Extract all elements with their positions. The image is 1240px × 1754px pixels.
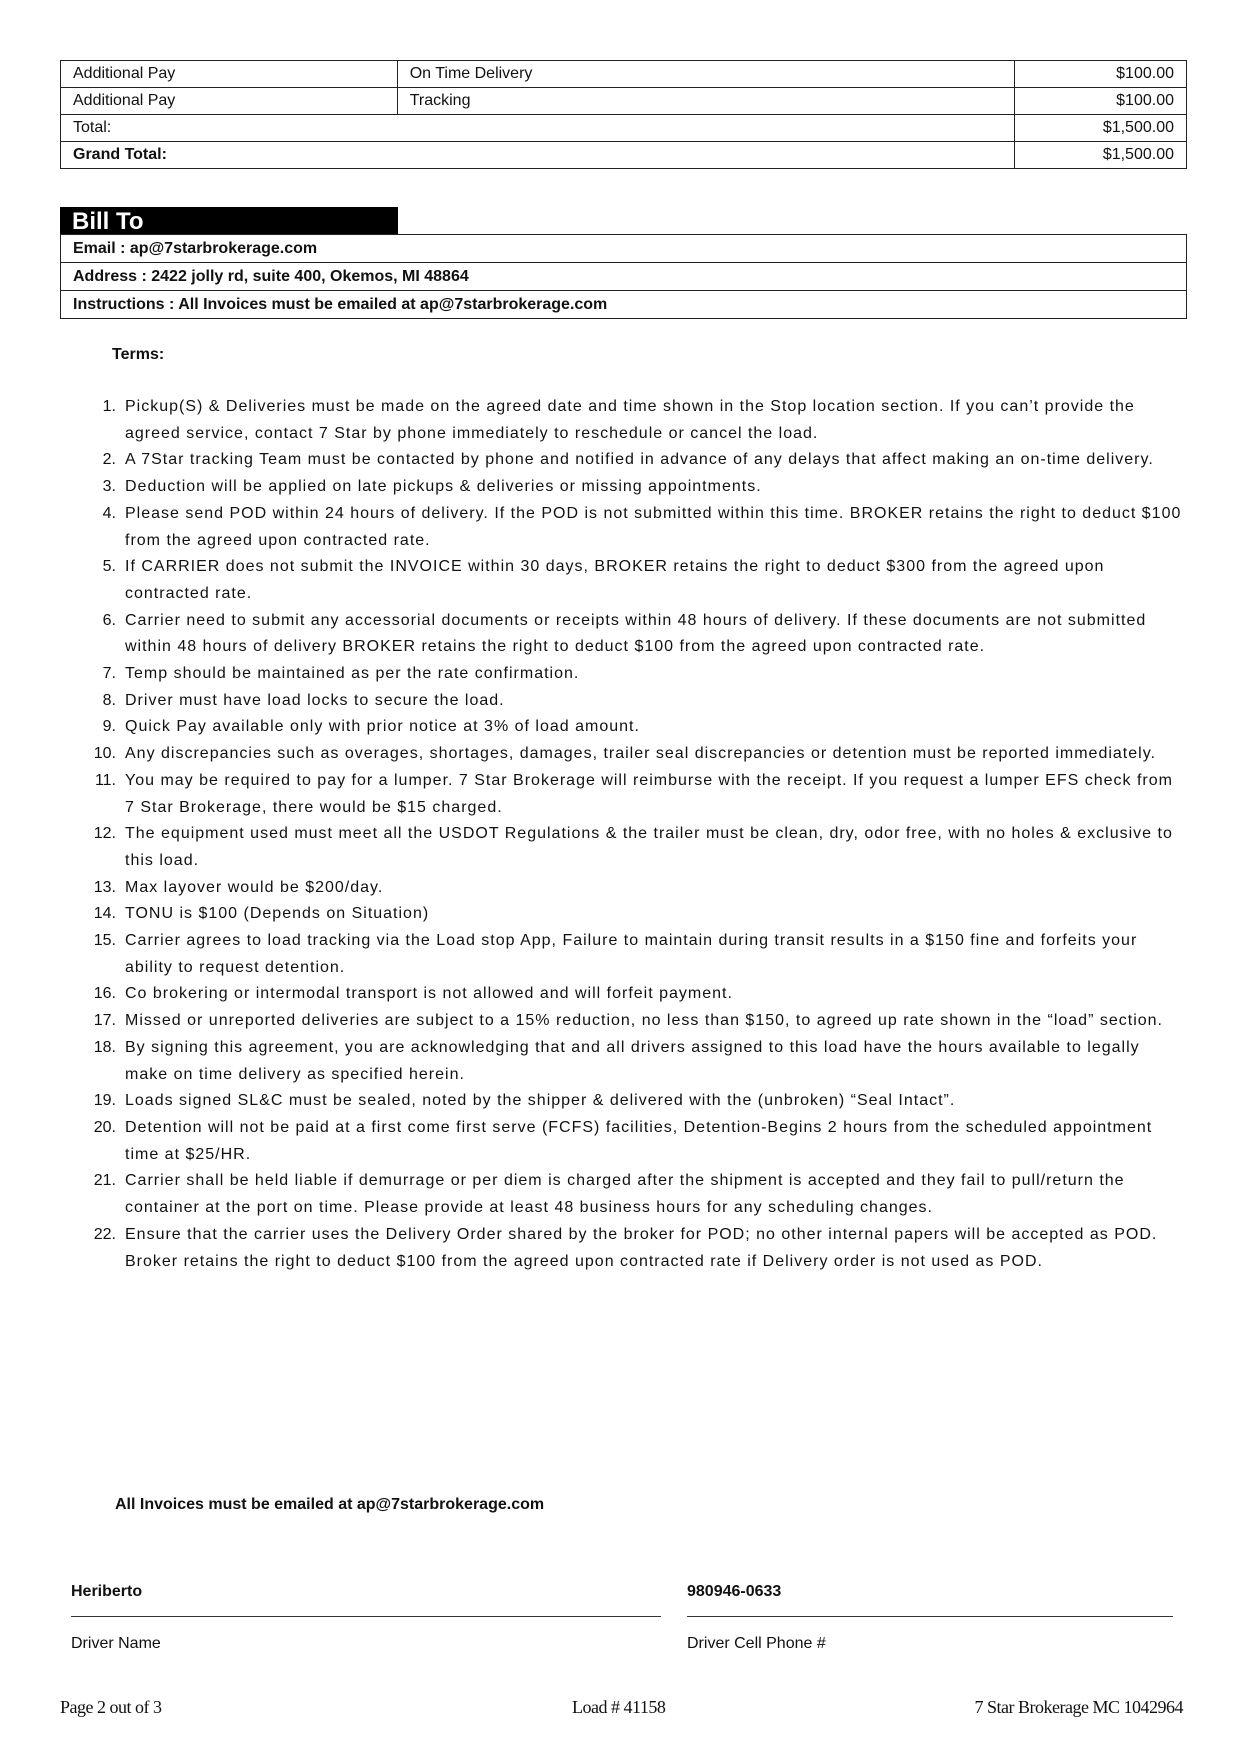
term-number: 1. bbox=[102, 398, 116, 415]
term-text: You may be required to pay for a lumper. 7 Star Brokerage will reimburse with the receipt. If you request a lumper EFS check from 7 Star Brokerage, there would be $15 charged. bbox=[125, 771, 1173, 816]
total-label: Total: bbox=[61, 115, 1015, 142]
pay-description: On Time Delivery bbox=[397, 61, 1014, 88]
bill-to-instructions: Instructions : All Invoices must be emailed at ap@7starbrokerage.com bbox=[73, 296, 608, 313]
term-number: 11. bbox=[94, 771, 116, 789]
driver-phone-label: Driver Cell Phone # bbox=[687, 1635, 826, 1652]
term-item bbox=[82, 768, 1182, 821]
term-item bbox=[82, 741, 1182, 768]
term-text: By signing this agreement, you are acknowledging that and all drivers assigned to this load have the hours available to legally make on time delivery as specified herein. bbox=[125, 1038, 1140, 1083]
term-number: 3. bbox=[102, 478, 116, 496]
term-number: 17. bbox=[93, 1012, 116, 1030]
pay-description: Tracking bbox=[397, 88, 1014, 115]
driver-name-value: Heriberto bbox=[71, 1583, 143, 1600]
term-item bbox=[82, 661, 1182, 688]
page-number: Page 2 out of 3 bbox=[60, 1697, 162, 1717]
term-item bbox=[82, 501, 1182, 554]
term-text: Any discrepancies such as overages, shortages, damages, trailer seal discrepancies or detention must be reported immediately. bbox=[125, 745, 1156, 763]
term-number: 9. bbox=[102, 718, 116, 736]
term-text: Co brokering or intermodal transport is not allowed and will forfeit payment. bbox=[125, 985, 733, 1003]
term-number: 12. bbox=[93, 825, 116, 843]
term-item bbox=[82, 1115, 1182, 1168]
term-number: 13. bbox=[93, 878, 116, 896]
term-text: If CARRIER does not submit the INVOICE within 30 days, BROKER retains the right to deduct $300 from the agreed upon contracted rate. bbox=[125, 558, 1105, 602]
term-text: Driver must have load locks to secure the load. bbox=[125, 691, 505, 709]
term-text: TONU is $100 (Depends on Situation) bbox=[125, 905, 430, 923]
term-item bbox=[82, 554, 1182, 607]
driver-phone-value: 980946-0633 bbox=[687, 1583, 782, 1600]
table-row bbox=[61, 88, 1187, 115]
term-item bbox=[82, 447, 1182, 474]
term-number: 19. bbox=[93, 1092, 116, 1110]
bill-to-email: Email : ap@7starbrokerage.com bbox=[61, 235, 1186, 263]
company-mc: 7 Star Brokerage MC 1042964 bbox=[974, 1697, 1183, 1717]
term-item bbox=[82, 1035, 1182, 1088]
grand-total-label: Grand Total: bbox=[61, 142, 1015, 169]
grand-total-row bbox=[61, 142, 1187, 169]
term-text: Carrier shall be held liable if demurrage or per diem is charged after the shipment is accepted and they fail to pull/return the container at the port on time. Please provide at least 48 business hours for any scheduling changes. bbox=[125, 1172, 1125, 1217]
term-number: 21. bbox=[93, 1172, 116, 1190]
terms-label: Terms: bbox=[112, 346, 165, 363]
pay-amount: $100.00 bbox=[1015, 88, 1187, 115]
term-text: A 7Star tracking Team must be contacted by phone and notified in advance of any delays that affect making an on-time delivery. bbox=[125, 451, 1154, 469]
term-number: 7. bbox=[102, 665, 116, 683]
bill-to-box bbox=[60, 234, 1187, 319]
term-item bbox=[82, 901, 1182, 928]
term-item bbox=[82, 474, 1182, 501]
total-row bbox=[61, 115, 1187, 142]
term-text: Detention will not be paid at a first come first serve (FCFS) facilities, Detention-Begins 2 hours from the scheduled appointment time at $25/HR. bbox=[125, 1118, 1153, 1163]
invoice-note: All Invoices must be emailed at ap@7starbrokerage.com bbox=[115, 1496, 545, 1513]
term-number: 22. bbox=[93, 1225, 116, 1243]
term-text: The equipment used must meet all the USDOT Regulations & the trailer must be clean, dry, odor free, with no holes & exclusive to this load. bbox=[125, 825, 1173, 869]
load-number: Load # 41158 bbox=[572, 1697, 666, 1717]
total-amount: $1,500.00 bbox=[1015, 115, 1187, 142]
term-number: 8. bbox=[102, 691, 116, 709]
term-number: 15. bbox=[93, 932, 116, 950]
term-text: Pickup(S) & Deliveries must be made on the agreed date and time shown in the Stop location section. If you can’t provide the agreed service, contact 7 Star by phone immediately to reschedule or cancel the load. bbox=[125, 398, 1135, 442]
driver-name-label: Driver Name bbox=[71, 1635, 161, 1652]
term-item bbox=[82, 928, 1182, 981]
term-text: Max layover would be $200/day. bbox=[125, 878, 384, 896]
term-text: Carrier agrees to load tracking via the Load stop App, Failure to maintain during transit results in a $150 fine and forfeits your ability to request detention. bbox=[125, 932, 1138, 976]
term-text: Missed or unreported deliveries are subject to a 15% reduction, no less than $150, to agreed up rate shown in the “load” section. bbox=[125, 1012, 1163, 1030]
term-text: Ensure that the carrier uses the Delivery Order shared by the broker for POD; no other internal papers will be accepted as POD. Broker retains the right to deduct $100 from the agreed upon contracted rate if Delivery order is not used as POD. bbox=[125, 1225, 1158, 1270]
bill-to-heading: Bill To bbox=[60, 207, 398, 235]
grand-total-amount: $1,500.00 bbox=[1015, 142, 1187, 169]
bill-to-address: Address : 2422 jolly rd, suite 400, Okemos, MI 48864 bbox=[61, 263, 1186, 291]
pay-table bbox=[60, 60, 1187, 169]
term-text: Temp should be maintained as per the rate confirmation. bbox=[125, 665, 580, 683]
driver-phone-line bbox=[687, 1616, 1173, 1617]
term-item bbox=[82, 608, 1182, 661]
term-text: Quick Pay available only with prior notice at 3% of load amount. bbox=[125, 718, 640, 736]
term-text: Carrier need to submit any accessorial documents or receipts within 48 hours of delivery. If these documents are not submitted within 48 hours of delivery BROKER retains the right to deduct $100 from the agreed upon contracted rate. bbox=[125, 611, 1147, 656]
term-item bbox=[82, 981, 1182, 1008]
term-text: Loads signed SL&C must be sealed, noted by the shipper & delivered with the (unbroken) “Seal Intact”. bbox=[125, 1092, 956, 1110]
pay-amount: $100.00 bbox=[1015, 61, 1187, 88]
term-text: Deduction will be applied on late pickups & deliveries or missing appointments. bbox=[125, 478, 762, 496]
term-item bbox=[82, 714, 1182, 741]
term-item bbox=[82, 1008, 1182, 1035]
terms-list bbox=[82, 394, 1182, 1275]
term-item bbox=[82, 1222, 1182, 1275]
driver-name-line bbox=[71, 1616, 661, 1617]
term-number: 5. bbox=[102, 558, 116, 576]
term-number: 2. bbox=[102, 451, 116, 469]
pay-label: Additional Pay bbox=[61, 61, 398, 88]
term-number: 18. bbox=[93, 1038, 116, 1056]
term-number: 16. bbox=[93, 985, 116, 1003]
term-text: Please send POD within 24 hours of delivery. If the POD is not submitted within this time. BROKER retains the right to deduct $100 from the agreed upon contracted rate. bbox=[125, 504, 1182, 549]
term-number: 4. bbox=[102, 504, 116, 522]
term-item bbox=[82, 875, 1182, 902]
term-item bbox=[82, 394, 1182, 447]
term-number: 14. bbox=[93, 905, 116, 923]
term-item bbox=[82, 821, 1182, 874]
term-item bbox=[82, 688, 1182, 715]
term-item bbox=[82, 1168, 1182, 1221]
term-number: 6. bbox=[102, 611, 116, 629]
pay-label: Additional Pay bbox=[61, 88, 398, 115]
table-row bbox=[61, 61, 1187, 88]
term-number: 20. bbox=[93, 1118, 116, 1136]
term-number: 10. bbox=[93, 745, 116, 763]
term-item bbox=[82, 1088, 1182, 1115]
